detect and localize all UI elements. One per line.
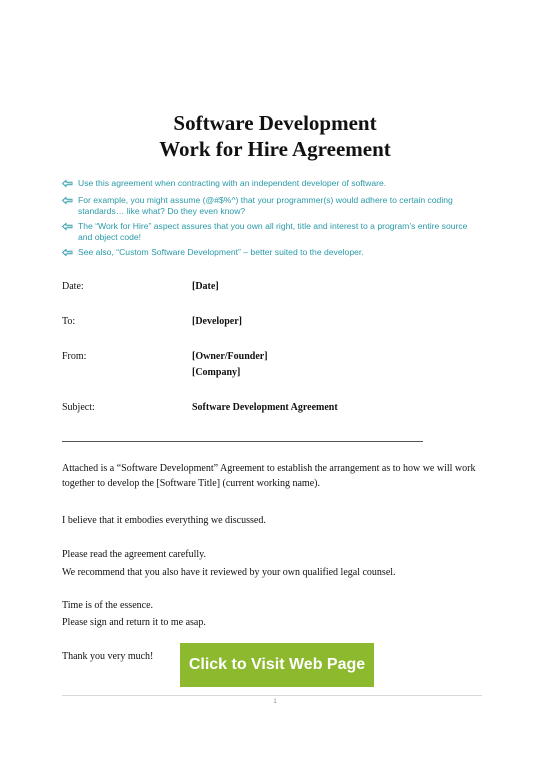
subject-label: Subject: [62, 402, 95, 413]
subject-value: Software Development Agreement [192, 402, 338, 413]
date-label: Date: [62, 281, 84, 292]
body-paragraph: Attached is a “Software Development” Agreement to establish the arrangement as to how we will work together to develop the [Software Title] (current working name). [62, 463, 476, 489]
to-label: To: [62, 316, 76, 327]
document-title [0, 110, 550, 162]
tip-text: For example, you might assume (@#$%^) that your programmer(s) would adhere to certain coding standards… like what? Do they even know? [78, 195, 453, 216]
date-value: [Date] [192, 281, 219, 292]
body-paragraph: We recommend that you also have it reviewed by your own qualified legal counsel. [62, 567, 396, 578]
tip-item [62, 247, 482, 260]
body-paragraph: I believe that it embodies everything we discussed. [62, 515, 266, 526]
from-label: From: [62, 351, 87, 362]
tips-list [62, 178, 482, 264]
pointing-hand-icon [62, 195, 78, 208]
from-value-owner: [Owner/Founder] [192, 351, 268, 362]
body-paragraph: Please sign and return it to me asap. [62, 617, 206, 628]
pointing-hand-icon [62, 178, 78, 191]
tip-item [62, 221, 482, 243]
tip-text: Use this agreement when contracting with an independent developer of software. [78, 178, 387, 188]
tip-item [62, 178, 482, 191]
title-line-2: Work for Hire Agreement [159, 137, 391, 161]
tip-text: See also, “Custom Software Development” – better suited to the developer. [78, 247, 364, 257]
tip-item [62, 195, 482, 217]
visit-web-page-button[interactable]: Click to Visit Web Page [180, 643, 374, 687]
title-line-1: Software Development [173, 111, 377, 135]
separator-line [62, 441, 423, 442]
to-value: [Developer] [192, 316, 242, 327]
body-paragraph: Please read the agreement carefully. [62, 549, 206, 560]
page-number: 1 [273, 699, 277, 705]
footer-divider [62, 695, 482, 696]
from-value-company: [Company] [192, 367, 241, 378]
body-paragraph: Time is of the essence. [62, 600, 154, 611]
pointing-hand-icon [62, 221, 78, 234]
tip-text: The “Work for Hire” aspect assures that you own all right, title and interest to a program’s entire source and object code! [78, 221, 468, 242]
pointing-hand-icon [62, 247, 78, 260]
closing-line: Thank you very much! [62, 651, 154, 662]
